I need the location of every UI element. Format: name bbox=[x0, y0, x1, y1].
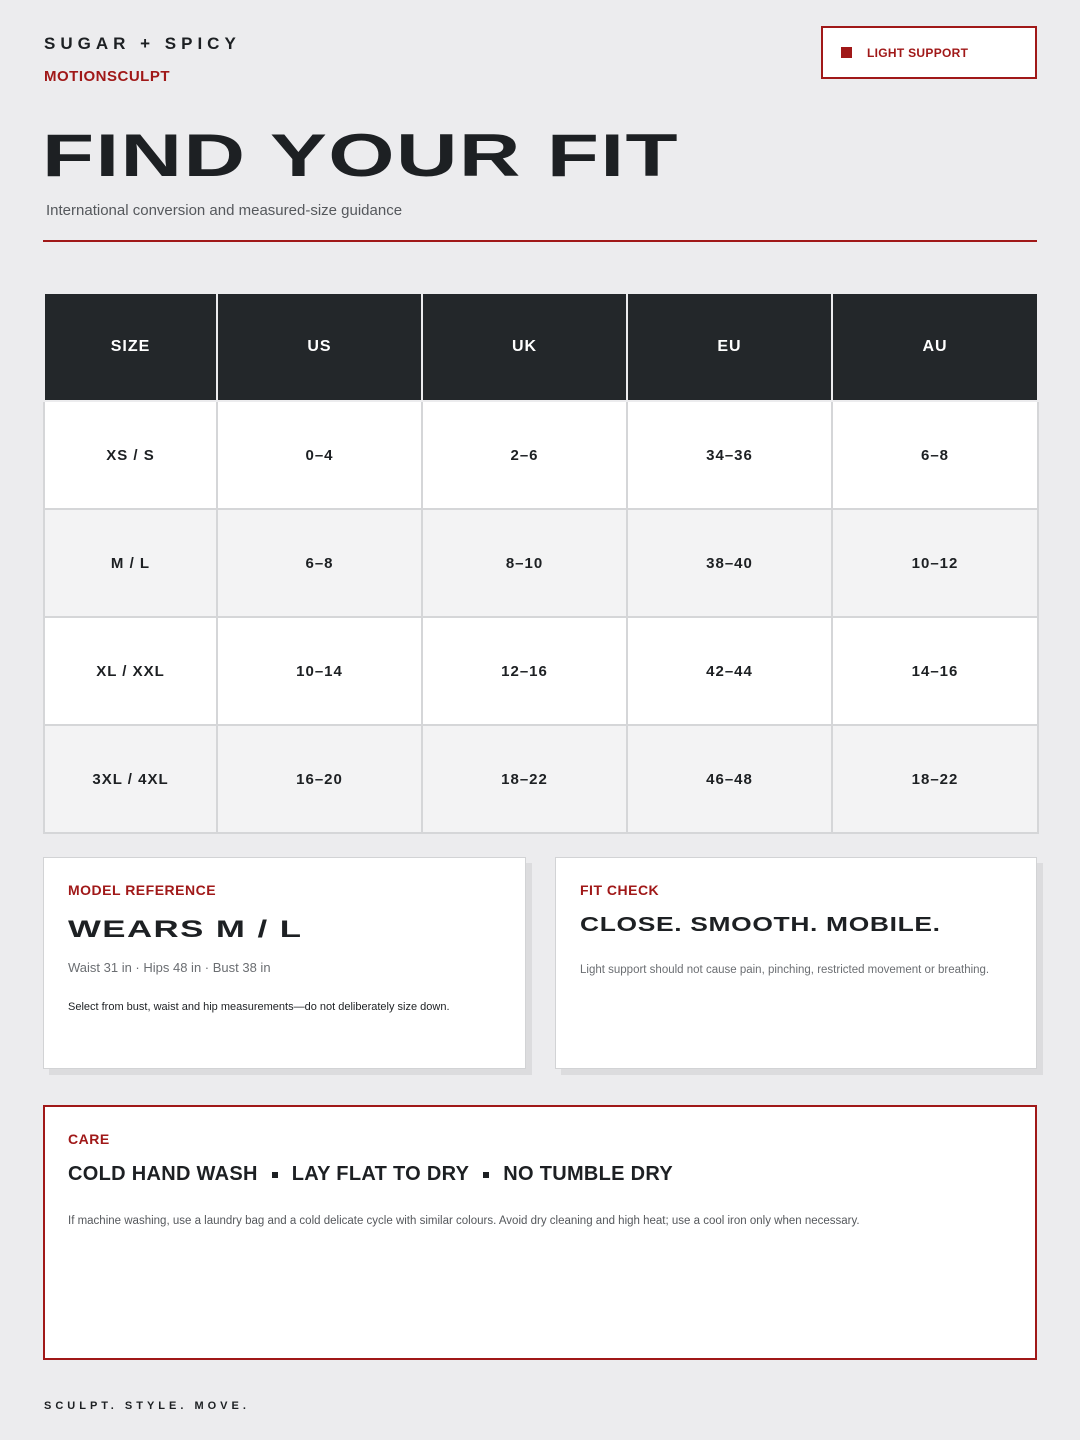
cell-au: 14–16 bbox=[832, 617, 1038, 725]
care-item: NO TUMBLE DRY bbox=[503, 1163, 674, 1185]
cell-eu: 34–36 bbox=[627, 401, 832, 509]
care-item: COLD HAND WASH bbox=[68, 1163, 258, 1185]
model-measurements: Waist 31 in · Hips 48 in · Bust 38 in bbox=[68, 960, 271, 975]
care-instructions bbox=[68, 1163, 673, 1186]
table-row bbox=[44, 617, 1038, 725]
table-row bbox=[44, 401, 1038, 509]
header-eu: EU bbox=[627, 293, 832, 401]
cell-au: 18–22 bbox=[832, 725, 1038, 833]
header-au: AU bbox=[832, 293, 1038, 401]
fit-check-heading: CLOSE. SMOOTH. MOBILE. bbox=[580, 914, 941, 936]
care-item: LAY FLAT TO DRY bbox=[291, 1163, 470, 1185]
table-header-row bbox=[44, 293, 1038, 401]
header-us: US bbox=[217, 293, 422, 401]
cell-eu: 42–44 bbox=[627, 617, 832, 725]
bullet-icon bbox=[272, 1172, 278, 1178]
cell-us: 16–20 bbox=[217, 725, 422, 833]
fit-check-note: Light support should not cause pain, pinching, restricted movement or breathing. bbox=[580, 964, 990, 976]
fit-check-card bbox=[555, 857, 1037, 1069]
support-badge-label: LIGHT SUPPORT bbox=[867, 45, 969, 60]
table-row bbox=[44, 509, 1038, 617]
cell-uk: 12–16 bbox=[422, 617, 627, 725]
header-size: SIZE bbox=[44, 293, 217, 401]
cell-eu: 38–40 bbox=[627, 509, 832, 617]
square-icon bbox=[841, 47, 852, 58]
sizing-note: Select from bust, waist and hip measurements—do not deliberately size down. bbox=[68, 1001, 450, 1013]
cell-size: XL / XXL bbox=[44, 617, 217, 725]
tagline: SCULPT. STYLE. MOVE. bbox=[44, 1400, 250, 1412]
divider bbox=[43, 240, 1037, 242]
cell-eu: 46–48 bbox=[627, 725, 832, 833]
collection-name: MOTIONSCULPT bbox=[44, 68, 170, 85]
page-subtitle: International conversion and measured-size guidance bbox=[46, 202, 403, 219]
model-size-heading: WEARS M / L bbox=[68, 916, 303, 943]
table-row bbox=[44, 725, 1038, 833]
care-label: CARE bbox=[68, 1131, 110, 1147]
cell-us: 0–4 bbox=[217, 401, 422, 509]
cell-size: 3XL / 4XL bbox=[44, 725, 217, 833]
fit-check-label: FIT CHECK bbox=[580, 882, 660, 898]
cell-au: 6–8 bbox=[832, 401, 1038, 509]
cell-au: 10–12 bbox=[832, 509, 1038, 617]
care-description: If machine washing, use a laundry bag and a cold delicate cycle with similar colours. Avoid dry cleaning and high heat; use a cool iron only when necessary. bbox=[68, 1215, 860, 1227]
page-title: FIND YOUR FIT bbox=[42, 122, 679, 189]
cell-size: M / L bbox=[44, 509, 217, 617]
bullet-icon bbox=[483, 1172, 489, 1178]
cell-uk: 2–6 bbox=[422, 401, 627, 509]
cell-uk: 8–10 bbox=[422, 509, 627, 617]
header-uk: UK bbox=[422, 293, 627, 401]
care-panel bbox=[43, 1105, 1037, 1360]
cell-us: 10–14 bbox=[217, 617, 422, 725]
brand-name: SUGAR + SPICY bbox=[44, 34, 241, 53]
model-reference-card bbox=[43, 857, 526, 1069]
model-reference-label: MODEL REFERENCE bbox=[68, 882, 217, 898]
cell-size: XS / S bbox=[44, 401, 217, 509]
cell-us: 6–8 bbox=[217, 509, 422, 617]
size-conversion-table bbox=[43, 292, 1039, 834]
cell-uk: 18–22 bbox=[422, 725, 627, 833]
support-badge bbox=[821, 26, 1037, 79]
